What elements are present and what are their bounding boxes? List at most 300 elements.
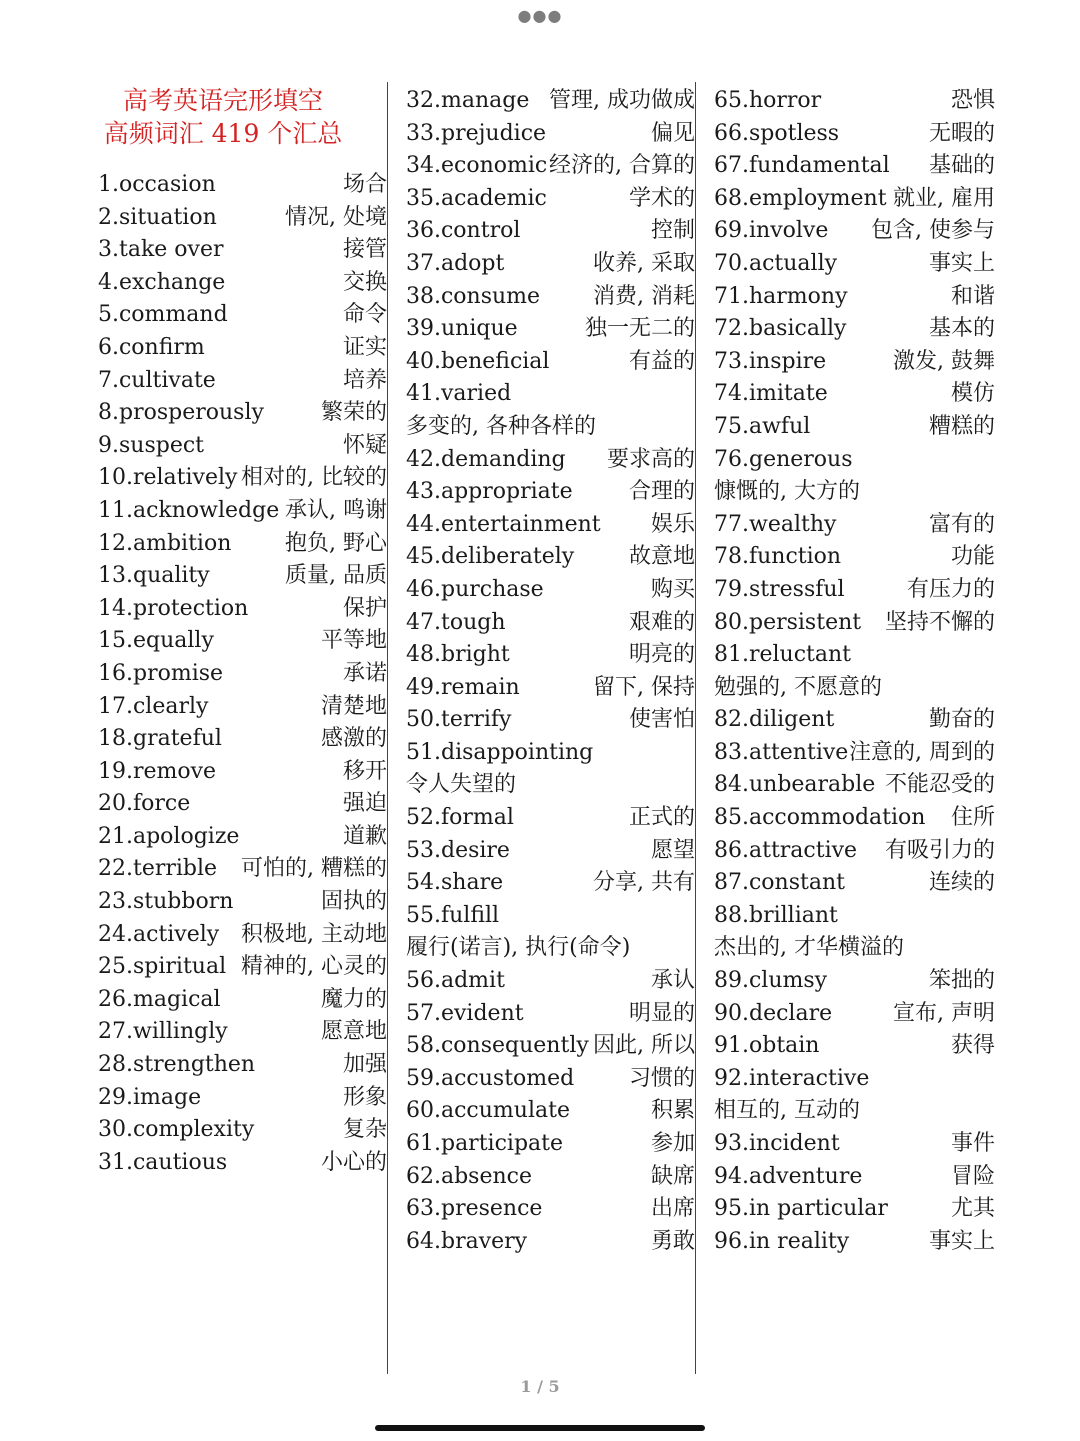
- vocab-entry: [714, 118, 995, 151]
- vocab-meaning: 宣布, 声明: [893, 1000, 995, 1026]
- vocab-meaning: 明显的: [628, 1000, 695, 1026]
- vocab-entry: [714, 85, 995, 118]
- vocab-meaning: 分享, 共有: [593, 870, 695, 896]
- vocab-meaning: 勉强的, 不愿意的: [714, 674, 882, 700]
- vocab-entry: [406, 672, 695, 705]
- vocab-entry: [406, 704, 695, 737]
- vocab-word: 33.prejudice: [406, 120, 547, 146]
- vocab-word: 3.take over: [98, 237, 224, 263]
- vocab-entry: [714, 574, 995, 607]
- vocab-word: 39.unique: [406, 316, 518, 342]
- vocab-meaning: 功能: [950, 544, 995, 570]
- vocab-entry: [98, 560, 387, 593]
- vocab-meaning: 情况, 处境: [285, 204, 387, 230]
- vocab-word: 40.beneficial: [406, 348, 550, 374]
- vocab-meaning: 相对的, 比较的: [241, 465, 387, 491]
- vocab-word: 57.evident: [406, 1000, 524, 1026]
- vocab-meaning: 激发, 鼓舞: [893, 348, 995, 374]
- vocab-word: 81.reluctant: [714, 642, 852, 668]
- vocabulary-page: [90, 82, 995, 1374]
- vocab-word: 18.grateful: [98, 726, 222, 752]
- vocab-meaning: 要求高的: [606, 446, 695, 472]
- vocab-meaning: 不能忍受的: [884, 772, 995, 798]
- vocab-meaning: 富有的: [928, 511, 995, 537]
- vocab-meaning: 获得: [950, 1033, 995, 1059]
- vocab-word: 29.image: [98, 1084, 202, 1110]
- vocab-word: 38.consume: [406, 283, 541, 309]
- vocab-entry: [406, 541, 695, 574]
- vocab-word: 53.desire: [406, 837, 510, 863]
- vocab-word: 14.protection: [98, 595, 249, 621]
- vocab-entry: [714, 183, 995, 216]
- vocab-meaning: 事实上: [928, 1228, 995, 1254]
- vocab-entry: [714, 411, 995, 444]
- vocab-meaning: 接管: [342, 237, 387, 263]
- vocab-entry: [98, 267, 387, 300]
- vocab-meaning: 精神的, 心灵的: [241, 954, 387, 980]
- vocab-word: 70.actually: [714, 250, 838, 276]
- vocab-word: 66.spotless: [714, 120, 840, 146]
- vocab-entry: [406, 313, 695, 346]
- vocab-meaning: 消费, 消耗: [593, 283, 695, 309]
- vocab-meaning: 控制: [650, 218, 695, 244]
- vocab-word: 50.terrify: [406, 707, 512, 733]
- vocab-meaning: 冒险: [950, 1163, 995, 1189]
- vocab-word: 93.incident: [714, 1131, 840, 1156]
- vocab-meaning: 强迫: [342, 791, 387, 817]
- vocab-word: 74.imitate: [714, 381, 828, 407]
- page-indicator: 1 / 5: [520, 1377, 560, 1396]
- vocab-word: 9.suspect: [98, 432, 205, 458]
- vocab-entry: [406, 607, 695, 640]
- vocab-word: 83.attentive: [714, 739, 849, 765]
- vocab-word: 77.wealthy: [714, 511, 837, 537]
- vocab-meaning: 慷慨的, 大方的: [714, 479, 860, 505]
- vocab-meaning: 明亮的: [628, 642, 695, 668]
- vocab-meaning: 承认: [650, 968, 695, 994]
- vocab-entry: [714, 769, 995, 802]
- vocab-entry: [406, 183, 695, 216]
- vocab-meaning: 坚持不懈的: [884, 609, 995, 635]
- vocab-meaning: 住所: [950, 805, 995, 831]
- vocab-entry: [714, 704, 995, 737]
- vocab-word: 6.confirm: [98, 334, 205, 360]
- vocab-word: 96.in reality: [714, 1228, 850, 1254]
- vocab-entry: [98, 1114, 387, 1147]
- vocab-entry: [98, 202, 387, 235]
- vocab-meaning: 学术的: [628, 185, 695, 211]
- vocab-word: 67.fundamental: [714, 153, 890, 179]
- vocab-entry: [714, 281, 995, 314]
- vocab-word: 12.ambition: [98, 530, 232, 556]
- vocab-entry: [406, 215, 695, 248]
- vocab-entry: [714, 1193, 995, 1226]
- vocab-word: 49.remain: [406, 674, 520, 700]
- vocab-entry: [98, 723, 387, 756]
- vocab-word: 41.varied: [406, 381, 512, 407]
- vocab-meaning: 有吸引力的: [884, 837, 995, 863]
- vocab-meaning: 偏见: [650, 120, 695, 146]
- vocab-word: 35.academic: [406, 185, 547, 211]
- vocab-word: 44.entertainment: [406, 511, 601, 537]
- vocab-meaning: 连续的: [928, 870, 995, 896]
- vocab-meaning: 就业, 雇用: [893, 185, 995, 211]
- vocab-entry: [98, 430, 387, 463]
- vocab-meaning: 无暇的: [928, 120, 995, 146]
- vocab-entry: [98, 756, 387, 789]
- vocab-entry: [98, 397, 387, 430]
- vocab-meaning: 令人失望的: [406, 772, 517, 798]
- vocab-entry: [98, 984, 387, 1017]
- vocab-meaning: 恐惧: [950, 88, 995, 113]
- vocab-word: 47.tough: [406, 609, 506, 635]
- vocab-meaning: 相互的, 互动的: [714, 1098, 860, 1124]
- vocab-word: 76.generous: [714, 446, 853, 472]
- vocab-entry: [714, 378, 995, 411]
- vocab-entry: [98, 919, 387, 952]
- vocab-entry: [406, 509, 695, 542]
- vocab-meaning: 承诺: [342, 660, 387, 686]
- vocab-meaning: 交换: [342, 269, 387, 295]
- vocab-meaning: 习惯的: [628, 1065, 695, 1091]
- vocab-entry: [406, 1161, 695, 1194]
- vocab-word: 51.disappointing: [406, 739, 594, 765]
- vocab-entry: [406, 965, 695, 998]
- vocab-word: 16.promise: [98, 660, 224, 686]
- vocab-meaning: 糟糕的: [928, 413, 995, 439]
- vocab-entry: [406, 1128, 695, 1161]
- vocab-entry: [714, 541, 995, 574]
- vocab-entry: [714, 1063, 995, 1128]
- vocab-meaning: 积极地, 主动地: [241, 921, 387, 947]
- vocab-meaning: 培养: [342, 367, 387, 393]
- vocab-meaning: 愿意地: [320, 1019, 387, 1045]
- vocab-entry: [98, 691, 387, 724]
- vocab-meaning: 购买: [650, 576, 695, 602]
- vocab-entry: [98, 1049, 387, 1082]
- vocab-meaning: 有压力的: [906, 576, 995, 602]
- vocab-entry: [714, 1226, 995, 1259]
- word-list-1: [98, 169, 387, 1179]
- vocab-meaning: 清楚地: [320, 693, 387, 719]
- vocab-word: 56.admit: [406, 968, 505, 994]
- vocab-word: 58.consequently: [406, 1033, 589, 1059]
- vocab-meaning: 勇敢: [650, 1228, 695, 1254]
- vocab-word: 19.remove: [98, 758, 217, 784]
- more-menu-icon[interactable]: ●●●: [517, 6, 563, 25]
- vocab-meaning: 娱乐: [650, 511, 695, 537]
- vocab-entry: [98, 1016, 387, 1049]
- vocab-meaning: 有益的: [628, 348, 695, 374]
- vocab-meaning: 承认, 鸣谢: [285, 497, 387, 523]
- vocab-meaning: 独一无二的: [584, 316, 695, 342]
- vocab-word: 28.strengthen: [98, 1052, 256, 1078]
- column-1: [90, 82, 387, 1374]
- vocab-meaning: 履行(诺言), 执行(命令): [406, 935, 631, 961]
- vocab-meaning: 多变的, 各种各样的: [406, 413, 596, 439]
- vocab-entry: [406, 444, 695, 477]
- vocab-meaning: 愿望: [650, 837, 695, 863]
- vocab-word: 80.persistent: [714, 609, 862, 635]
- vocab-meaning: 基本的: [928, 316, 995, 342]
- vocab-entry: [714, 835, 995, 868]
- vocab-word: 36.control: [406, 218, 521, 244]
- vocab-word: 89.clumsy: [714, 968, 828, 994]
- vocab-word: 71.harmony: [714, 283, 848, 309]
- vocab-word: 24.actively: [98, 921, 220, 947]
- vocab-meaning: 繁荣的: [320, 400, 387, 426]
- vocab-entry: [714, 998, 995, 1031]
- vocab-word: 63.presence: [406, 1196, 543, 1222]
- vocab-word: 8.prosperously: [98, 400, 264, 426]
- vocab-meaning: 固执的: [320, 889, 387, 915]
- vocab-meaning: 移开: [342, 758, 387, 784]
- vocab-entry: [714, 737, 995, 770]
- vocab-entry: [714, 1128, 995, 1161]
- vocab-entry: [98, 853, 387, 886]
- vocab-meaning: 参加: [650, 1131, 695, 1156]
- vocab-word: 68.employment: [714, 185, 887, 211]
- vocab-entry: [406, 346, 695, 379]
- vocab-word: 59.accustomed: [406, 1065, 575, 1091]
- vocab-entry: [714, 900, 995, 965]
- vocab-entry: [714, 1161, 995, 1194]
- home-indicator[interactable]: [375, 1425, 705, 1431]
- vocab-entry: [406, 248, 695, 281]
- vocab-word: 88.brilliant: [714, 902, 838, 928]
- vocab-entry: [98, 462, 387, 495]
- vocab-meaning: 基础的: [928, 153, 995, 179]
- vocab-entry: [406, 281, 695, 314]
- vocab-entry: [98, 593, 387, 626]
- vocab-entry: [98, 951, 387, 984]
- vocab-entry: [98, 495, 387, 528]
- vocab-word: 64.bravery: [406, 1228, 528, 1254]
- vocab-entry: [714, 346, 995, 379]
- vocab-word: 25.spiritual: [98, 954, 227, 980]
- vocab-word: 90.declare: [714, 1000, 833, 1026]
- vocab-meaning: 抱负, 野心: [285, 530, 387, 556]
- vocab-meaning: 因此, 所以: [593, 1033, 695, 1059]
- vocab-meaning: 艰难的: [628, 609, 695, 635]
- vocab-word: 23.stubborn: [98, 889, 234, 915]
- column-2: [387, 82, 695, 1374]
- vocab-word: 91.obtain: [714, 1033, 820, 1059]
- vocab-entry: [406, 574, 695, 607]
- vocab-entry: [98, 234, 387, 267]
- vocab-entry: [406, 1193, 695, 1226]
- vocab-meaning: 小心的: [320, 1149, 387, 1175]
- vocab-word: 32.manage: [406, 88, 530, 113]
- vocab-meaning: 注意的, 周到的: [849, 739, 995, 765]
- vocab-meaning: 保护: [342, 595, 387, 621]
- vocab-meaning: 可怕的, 糟糕的: [241, 856, 387, 882]
- vocab-word: 11.acknowledge: [98, 497, 280, 523]
- vocab-meaning: 管理, 成功做成: [549, 88, 695, 113]
- vocab-meaning: 感激的: [320, 726, 387, 752]
- vocab-meaning: 怀疑: [342, 432, 387, 458]
- vocab-entry: [714, 444, 995, 509]
- vocab-word: 37.adopt: [406, 250, 505, 276]
- vocab-word: 61.participate: [406, 1131, 563, 1156]
- vocab-entry: [98, 169, 387, 202]
- vocab-entry: [98, 886, 387, 919]
- vocab-word: 60.accumulate: [406, 1098, 570, 1124]
- vocab-meaning: 质量, 品质: [285, 563, 387, 589]
- page-title: [98, 84, 348, 150]
- vocab-meaning: 事实上: [928, 250, 995, 276]
- vocab-word: 27.willingly: [98, 1019, 228, 1045]
- vocab-meaning: 复杂: [342, 1117, 387, 1143]
- vocab-entry: [98, 332, 387, 365]
- vocab-meaning: 尤其: [950, 1196, 995, 1222]
- vocab-word: 45.deliberately: [406, 544, 575, 570]
- vocab-word: 72.basically: [714, 316, 847, 342]
- vocab-word: 1.occasion: [98, 172, 216, 197]
- vocab-entry: [714, 150, 995, 183]
- vocab-entry: [406, 1095, 695, 1128]
- vocab-word: 69.involve: [714, 218, 829, 244]
- vocab-word: 87.constant: [714, 870, 845, 896]
- vocab-meaning: 魔力的: [320, 986, 387, 1012]
- vocab-word: 48.bright: [406, 642, 510, 668]
- vocab-meaning: 场合: [342, 172, 387, 197]
- vocab-entry: [98, 788, 387, 821]
- vocab-meaning: 笨拙的: [928, 968, 995, 994]
- vocab-meaning: 收养, 采取: [593, 250, 695, 276]
- vocab-entry: [98, 1147, 387, 1180]
- vocab-entry: [406, 867, 695, 900]
- vocab-meaning: 正式的: [628, 805, 695, 831]
- vocab-word: 20.force: [98, 791, 191, 817]
- vocab-meaning: 包含, 使参与: [871, 218, 995, 244]
- vocab-meaning: 模仿: [950, 381, 995, 407]
- vocab-entry: [406, 1226, 695, 1259]
- vocab-entry: [714, 607, 995, 640]
- vocab-entry: [714, 1030, 995, 1063]
- vocab-entry: [98, 1082, 387, 1115]
- vocab-meaning: 平等地: [320, 628, 387, 654]
- vocab-word: 78.function: [714, 544, 842, 570]
- vocab-entry: [406, 835, 695, 868]
- vocab-meaning: 出席: [650, 1196, 695, 1222]
- vocab-word: 95.in particular: [714, 1196, 888, 1222]
- vocab-word: 85.accommodation: [714, 805, 926, 831]
- vocab-meaning: 缺席: [650, 1163, 695, 1189]
- vocab-entry: [98, 299, 387, 332]
- vocab-word: 34.economic: [406, 153, 548, 179]
- vocab-entry: [406, 1063, 695, 1096]
- vocab-meaning: 留下, 保持: [593, 674, 695, 700]
- vocab-word: 86.attractive: [714, 837, 858, 863]
- vocab-word: 26.magical: [98, 986, 221, 1012]
- vocab-word: 55.fulfill: [406, 902, 500, 928]
- vocab-entry: [406, 118, 695, 151]
- vocab-word: 43.appropriate: [406, 479, 573, 505]
- vocab-entry: [714, 313, 995, 346]
- vocab-word: 65.horror: [714, 88, 822, 113]
- vocab-entry: [714, 965, 995, 998]
- vocab-entry: [406, 378, 695, 443]
- vocab-entry: [406, 998, 695, 1031]
- vocab-entry: [714, 802, 995, 835]
- vocab-word: 4.exchange: [98, 269, 226, 295]
- vocab-word: 82.diligent: [714, 707, 835, 733]
- vocab-word: 30.complexity: [98, 1117, 255, 1143]
- vocab-word: 92.interactive: [714, 1065, 870, 1091]
- vocab-meaning: 经济的, 合算的: [549, 153, 695, 179]
- vocab-word: 73.inspire: [714, 348, 827, 374]
- vocab-word: 46.purchase: [406, 576, 544, 602]
- vocab-meaning: 证实: [342, 334, 387, 360]
- vocab-meaning: 合理的: [628, 479, 695, 505]
- vocab-word: 94.adventure: [714, 1163, 863, 1189]
- vocab-word: 54.share: [406, 870, 504, 896]
- vocab-word: 15.equally: [98, 628, 214, 654]
- vocab-entry: [98, 821, 387, 854]
- word-list-2: [406, 85, 695, 1258]
- vocab-meaning: 和谐: [950, 283, 995, 309]
- vocab-entry: [714, 509, 995, 542]
- vocab-word: 13.quality: [98, 563, 210, 589]
- vocab-entry: [406, 1030, 695, 1063]
- vocab-entry: [406, 900, 695, 965]
- vocab-entry: [406, 150, 695, 183]
- vocab-meaning: 故意地: [628, 544, 695, 570]
- vocab-word: 22.terrible: [98, 856, 218, 882]
- vocab-word: 79.stressful: [714, 576, 845, 602]
- vocab-word: 7.cultivate: [98, 367, 216, 393]
- vocab-meaning: 事件: [950, 1131, 995, 1156]
- vocab-word: 42.demanding: [406, 446, 566, 472]
- vocab-word: 31.cautious: [98, 1149, 228, 1175]
- vocab-entry: [98, 365, 387, 398]
- vocab-word: 10.relatively: [98, 465, 238, 491]
- vocab-word: 52.formal: [406, 805, 514, 831]
- vocab-entry: [406, 85, 695, 118]
- vocab-meaning: 使害怕: [628, 707, 695, 733]
- vocab-meaning: 勤奋的: [928, 707, 995, 733]
- vocab-meaning: 命令: [342, 302, 387, 328]
- vocab-meaning: 道歉: [342, 823, 387, 849]
- vocab-meaning: 杰出的, 才华横溢的: [714, 935, 904, 961]
- vocab-meaning: 加强: [342, 1052, 387, 1078]
- vocab-entry: [714, 248, 995, 281]
- vocab-entry: [714, 867, 995, 900]
- vocab-entry: [98, 625, 387, 658]
- vocab-meaning: 积累: [650, 1098, 695, 1124]
- column-3: [695, 82, 995, 1374]
- title-line-2: 高频词汇 419 个汇总: [103, 119, 343, 148]
- vocab-word: 2.situation: [98, 204, 217, 230]
- vocab-entry: [98, 658, 387, 691]
- vocab-entry: [406, 802, 695, 835]
- vocab-word: 21.apologize: [98, 823, 240, 849]
- vocab-entry: [714, 639, 995, 704]
- vocab-entry: [406, 476, 695, 509]
- title-line-1: 高考英语完形填空: [122, 86, 323, 115]
- vocab-meaning: 形象: [342, 1084, 387, 1110]
- vocab-word: 17.clearly: [98, 693, 209, 719]
- vocab-word: 62.absence: [406, 1163, 533, 1189]
- vocab-entry: [98, 528, 387, 561]
- word-list-3: [714, 85, 995, 1258]
- vocab-entry: [714, 215, 995, 248]
- vocab-word: 84.unbearable: [714, 772, 876, 798]
- vocab-entry: [406, 639, 695, 672]
- vocab-word: 5.command: [98, 302, 228, 328]
- vocab-word: 75.awful: [714, 413, 811, 439]
